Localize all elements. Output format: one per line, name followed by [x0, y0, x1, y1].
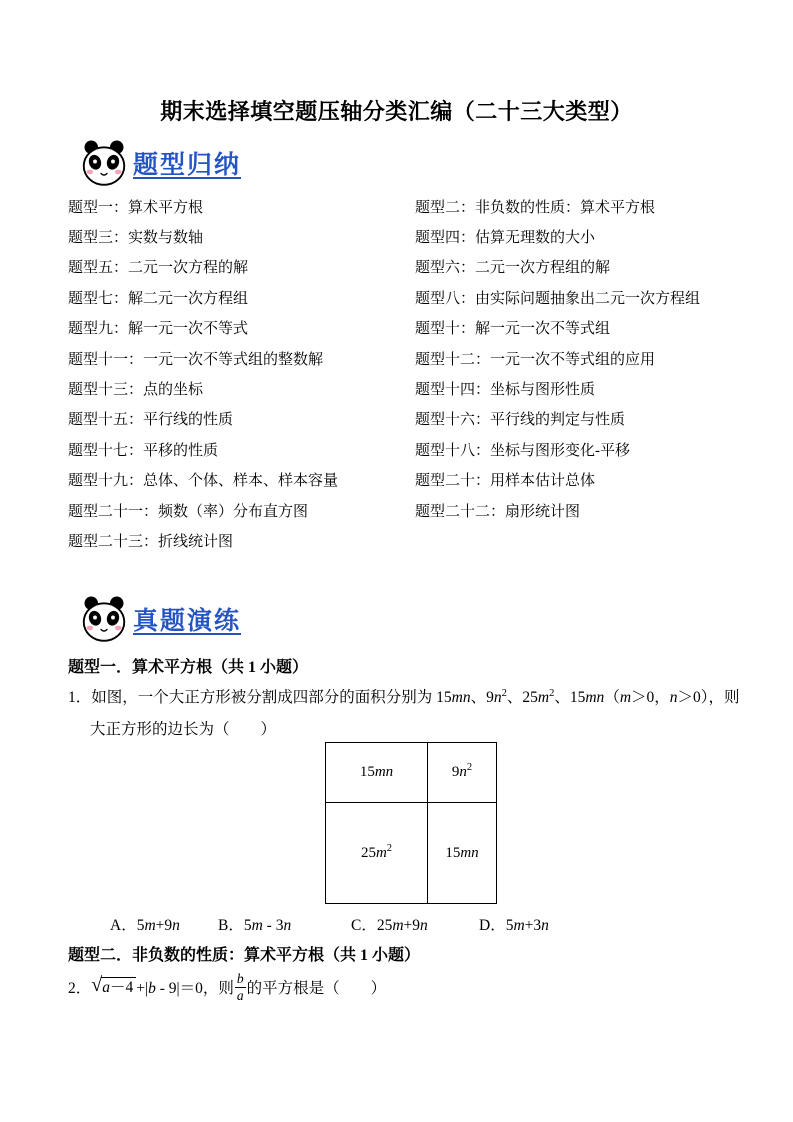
panda-icon	[80, 138, 128, 188]
type-item: 题型十七：平移的性质	[68, 442, 219, 459]
type-item: 题型十四：坐标与图形性质	[415, 382, 596, 399]
type-item: 题型二十一：频数（率）分布直方图	[68, 503, 309, 520]
type-item: 题型十八：坐标与图形变化-平移	[415, 442, 630, 459]
type-item: 题型四：估算无理数的大小	[415, 230, 596, 247]
fraction-numerator: b	[235, 971, 246, 988]
figure-cell-bottom-right: 15mn	[445, 844, 479, 861]
type-row	[68, 525, 757, 555]
section-summary-label: 题型归纳	[133, 151, 242, 179]
question1-options-row	[0, 913, 793, 937]
figure-cell-top-right: $9n^2$	[428, 743, 496, 803]
figure-cell-top-left: 15mn	[326, 743, 428, 803]
type-item: 题型十：解一元一次不等式组	[415, 321, 611, 338]
question1-heading: 题型一．算术平方根（共 1 小题）	[68, 659, 309, 676]
type-item: 题型十一：一元一次不等式组的整数解	[68, 351, 324, 368]
type-row	[68, 343, 757, 373]
type-item: 题型十二：一元一次不等式组的应用	[415, 351, 656, 368]
type-item: 题型二：非负数的性质：算术平方根	[415, 199, 656, 216]
type-row	[68, 221, 757, 251]
type-row	[68, 373, 757, 403]
type-row	[68, 495, 757, 525]
option-d: D．5m+3n	[479, 917, 549, 934]
option-a: A．5m+9n	[110, 917, 180, 934]
type-item: 题型二十二：扇形统计图	[415, 503, 581, 520]
figure-cell-bottom-left: $25m^2$	[326, 803, 428, 903]
type-item: 题型六：二元一次方程组的解	[415, 260, 611, 277]
question2-heading: 题型二．非负数的性质：算术平方根（共 1 小题）	[68, 947, 421, 964]
type-item: 题型二十三：折线统计图	[68, 533, 234, 550]
fraction-denominator: a	[236, 987, 244, 1003]
type-index-list	[68, 191, 757, 556]
option-c: C．25m+9n	[351, 917, 428, 934]
question1-number: 1．	[68, 689, 92, 706]
section-practice-label: 真题演练	[133, 607, 242, 635]
type-item: 题型十三：点的坐标	[68, 382, 204, 399]
type-row	[68, 191, 757, 221]
type-item: 题型二十：用样本估计总体	[415, 473, 596, 490]
question2-middle: +|b - 9|＝0，则	[136, 980, 234, 997]
type-item: 题型十五：平行线的性质	[68, 412, 234, 429]
type-item: 题型九：解一元一次不等式	[68, 321, 249, 338]
type-item: 题型十六：平行线的判定与性质	[415, 412, 626, 429]
type-item: 题型八：由实际问题抽象出二元一次方程组	[415, 290, 701, 307]
panda-icon	[80, 594, 128, 644]
option-b: B．5m - 3n	[218, 917, 292, 934]
type-row	[68, 465, 757, 495]
type-row	[68, 313, 757, 343]
divided-square-figure	[325, 742, 497, 904]
type-item: 题型五：二元一次方程的解	[68, 260, 249, 277]
question2-number: 2．	[68, 980, 92, 997]
radical-sign: √	[91, 974, 103, 996]
type-row	[68, 252, 757, 282]
type-item: 题型一：算术平方根	[68, 199, 204, 216]
question2-text	[68, 966, 730, 1012]
type-item: 题型十九：总体、个体、样本、样本容量	[68, 473, 339, 490]
sqrt-expression: √ a－4	[91, 977, 136, 998]
type-row	[68, 404, 757, 434]
type-item: 题型七：解二元一次方程组	[68, 290, 249, 307]
type-item: 题型三：实数与数轴	[68, 230, 204, 247]
type-row	[68, 282, 757, 312]
document-title: 期末选择填空题压轴分类汇编（二十三大类型）	[160, 99, 633, 124]
section-practice-heading	[80, 594, 241, 644]
type-row	[68, 434, 757, 464]
section-summary-heading	[80, 138, 241, 188]
question1-text	[68, 682, 752, 746]
question1-statement: 如图，一个大正方形被分割成四部分的面积分别为 15mn、$9n^2$、$25m^2$、15mn（m＞0，n＞0），则大正方形的边长为（ ）	[90, 687, 740, 738]
fraction-b-over-a	[235, 971, 246, 1004]
question2-tail: 的平方根是（ ）	[246, 980, 387, 997]
